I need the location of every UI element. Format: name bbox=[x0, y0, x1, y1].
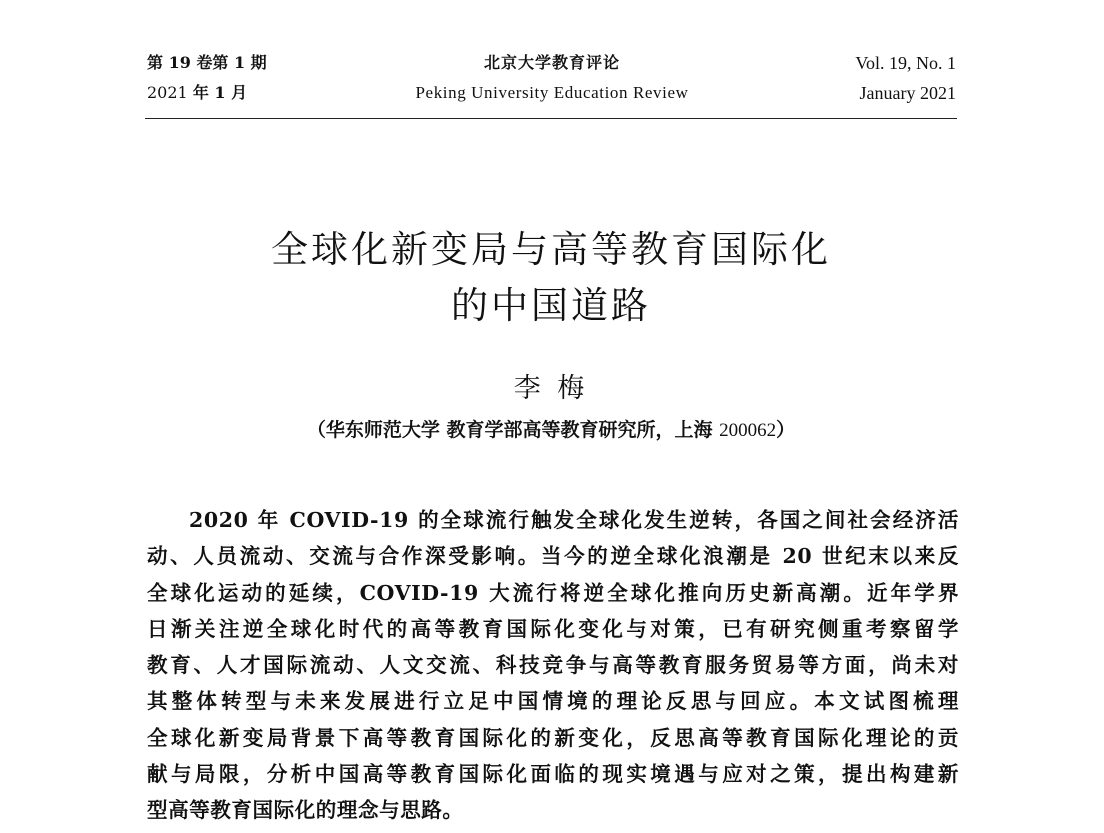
abstract-line: 动、人员流动、交流与合作深受影响。当今的逆全球化浪潮是 20 世纪末以来反 bbox=[147, 544, 959, 569]
abstract-line: 型高等教育国际化的理念与思路。 bbox=[147, 798, 464, 823]
issue-date-en: January 2021 bbox=[859, 83, 956, 103]
abstract-paragraph bbox=[147, 502, 959, 829]
abstract-line: 全球化新变局背景下高等教育国际化的新变化，反思高等教育国际化理论的贡 bbox=[147, 725, 959, 750]
volume-issue-cn: 第 19 卷第 1 期 bbox=[147, 53, 267, 72]
issue-month: 年 1 月 bbox=[192, 83, 248, 102]
issue-date-cn bbox=[147, 78, 267, 108]
journal-issue-info-en bbox=[855, 48, 956, 108]
article-title-line2: 的中国道路 bbox=[451, 284, 651, 327]
affiliation-close: ） bbox=[776, 419, 796, 441]
journal-issue-info bbox=[147, 48, 267, 108]
journal-name bbox=[330, 48, 774, 108]
author-name: 李 梅 bbox=[513, 373, 589, 404]
abstract-line: 献与局限，分析中国高等教育国际化面临的现实境遇与应对之策，提出构建新 bbox=[147, 762, 959, 787]
abstract-line: 日渐关注逆全球化时代的高等教育国际化变化与对策，已有研究侧重考察留学 bbox=[147, 616, 959, 641]
abstract-line: 2020 年 COVID-19 的全球流行触发全球化发生逆转，各国之间社会经济活 bbox=[189, 508, 959, 532]
affiliation-text: （华东师范大学 教育学部高等教育研究所，上海 bbox=[306, 419, 720, 441]
article-title bbox=[145, 222, 957, 334]
journal-name-cn: 北京大学教育评论 bbox=[483, 53, 620, 72]
abstract-line: 全球化运动的延续，COVID-19 大流行将逆全球化推向历史新高潮。近年学界 bbox=[147, 580, 959, 605]
abstract-line: 其整体转型与未来发展进行立足中国情境的理论反思与回应。本文试图梳理 bbox=[147, 689, 959, 714]
postal-code: 200062 bbox=[719, 420, 777, 441]
header-divider bbox=[145, 118, 957, 119]
journal-name-en: Peking University Education Review bbox=[415, 83, 689, 102]
volume-issue-en: Vol. 19, No. 1 bbox=[855, 53, 956, 73]
abstract-line: 教育、人才国际流动、人文交流、科技竞争与高等教育服务贸易等方面，尚未对 bbox=[147, 653, 959, 678]
issue-year: 2021 bbox=[147, 83, 188, 102]
author-affiliation bbox=[145, 414, 957, 447]
article-title-line1: 全球化新变局与高等教育国际化 bbox=[271, 228, 831, 271]
